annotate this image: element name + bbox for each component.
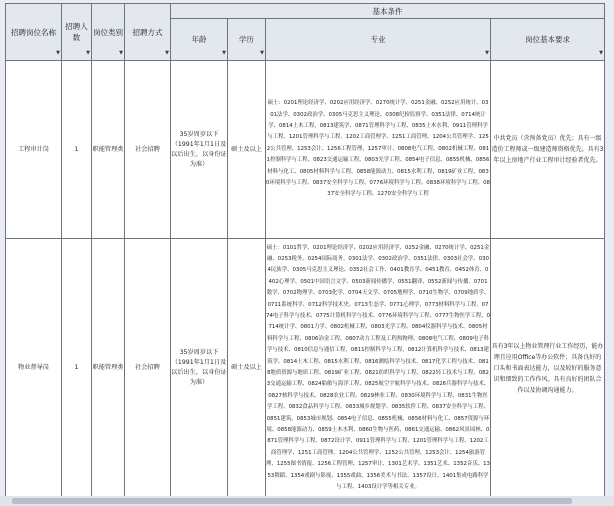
header-basic-conditions-label: 基本条件 bbox=[372, 6, 403, 16]
header-count[interactable] bbox=[62, 4, 92, 61]
header-major-label: 专业 bbox=[370, 35, 386, 44]
header-position-name-label: 招聘岗位名称 bbox=[11, 27, 56, 37]
filter-dropdown-icon[interactable]: ▼ bbox=[222, 50, 226, 56]
header-major[interactable] bbox=[266, 19, 491, 61]
recruitment-table bbox=[5, 3, 605, 498]
header-age-label: 年龄 bbox=[191, 35, 207, 44]
table-row bbox=[6, 61, 605, 239]
filter-dropdown-icon[interactable]: ▼ bbox=[165, 50, 169, 56]
cell-requirement[interactable]: 中共党员（含预备党员）优先；具有一级造价工程师或一级建造师资格优先。具有3年以上房地产行业工程审计经验者优先。 bbox=[491, 61, 605, 239]
filter-dropdown-icon[interactable]: ▼ bbox=[485, 50, 489, 56]
cell-category[interactable]: 职能管理类 bbox=[92, 239, 125, 498]
cell-count[interactable]: 1 bbox=[62, 239, 92, 498]
table-row bbox=[6, 239, 605, 498]
cell-education[interactable]: 硕士及以上 bbox=[228, 239, 266, 498]
horizontal-scrollbar[interactable] bbox=[0, 496, 614, 506]
cell-requirement[interactable]: 具有3年以上物业管理行业工作经历，能办理且应用Office等办公软件；具备良好的口头和书面表达能力，以及较好的服务意识和细致的工作作风。具有良好的团队合作以及协调沟通能力。 bbox=[491, 239, 605, 498]
header-basic-conditions bbox=[171, 4, 605, 19]
cell-major[interactable]: 硕士：0201理论经济学、0202应用经济学、0270统计学、0251金融、0252应用统计、0301法学、0302政治学、0305马克思主义理论、0308纪检监察学、0351法律、0714统计学、0814土木工程、0813建筑学、0871管理科学与工程、0835土木水利、0911管理科学与工程、1201管理科学与工程、1202工商管理学、1251工商管理、1204公共管理学、1252公共管理、1253会计、1256工程管理、1257审计、0808电气工程、0802机械工程、0811控制科学与工程、0823交通运输工程、0803光学工程、0854电子信息、0855机械、0856材料与化工、0805材料科学与工程、0858能源动力、0815水利工程、0819矿业工程、0830环境科学与工程、0837安全科学与工程、0776环境科学与工程、0838环境科学与工程、0837安全科学与工程、1270安全科学与工程 bbox=[266, 61, 491, 239]
header-position-name[interactable] bbox=[6, 4, 62, 61]
header-requirement[interactable] bbox=[491, 19, 605, 61]
cell-method[interactable]: 社会招聘 bbox=[125, 239, 171, 498]
header-category[interactable] bbox=[92, 4, 125, 61]
filter-dropdown-icon[interactable]: ▼ bbox=[599, 50, 603, 56]
cell-count[interactable]: 1 bbox=[62, 61, 92, 239]
cell-category[interactable]: 职能管理类 bbox=[92, 61, 125, 239]
header-count-label: 招聘人数 bbox=[65, 22, 88, 42]
filter-dropdown-icon[interactable]: ▼ bbox=[119, 50, 123, 56]
filter-dropdown-icon[interactable]: ▼ bbox=[260, 50, 264, 56]
header-age[interactable] bbox=[171, 19, 228, 61]
header-method[interactable] bbox=[125, 4, 171, 61]
cell-position-name[interactable]: 工程审计岗 bbox=[6, 61, 62, 239]
cell-major[interactable]: 硕士：0101哲学、0201理论经济学、0202应用经济学、0252金融、0270统计学、0251金融、0253税务、0254国际商务、0301法学、0302政治学、0351法律、0303社会学、0304民族学、0305马克思主义理论、0352社会工作、0401教育学、0451教育、0452体育、0402心理学、0501中国语言文学、0503新闻传播学、0551翻译、0552新闻与传播、0701数学、0702物理学、0703化学、0704天文学、0705地理学、0710生物学、0709地质学、0711系统科学、0712科学技术史、0713生态学、0771心理学、0773材料科学与工程、0774电子科学与技术、0775计算机科学与技术、0776环境科学与工程、0777生物医学工程、0714统计学、0801力学、0802机械工程、0803光学工程、0804仪器科学与技术、0805材料科学与工程、0806冶金工程、0807动力工程及工程热物理、0808电气工程、0809电子科学与技术、0810信息与通信工程、0811控制科学与工程、0812计算机科学与技术、0813建筑学、0814土木工程、0815水利工程、0816测绘科学与技术、0817化学工程与技术、0818地质资源与地质工程、0819矿业工程、0821纺织科学与工程、0822轻工技术与工程、0823交通运输工程、0824船舶与海洋工程、0825航空宇航科学与技术、0826兵器科学与技术、0827核科学与技术、0828农业工程、0829林业工程、0830环境科学与工程、0831生物医学工程、0832食品科学与工程、0833城乡规划学、0835软件工程、0837安全科学与工程、0851建筑、0853城市规划、0854电子信息、0855机械、0856材料与化工、0857资源与环境、0858能源动力、0859土木水利、0860生物与医药、0861交通运输、0862风景园林、0871管理科学与工程、0872设计学、0911管理科学与工程、1201管理科学与工程、1202工商管理学、1251工商管理、1204公共管理学、1252公共管理、1253会计、1254旅游管理、1255图书情报、1256工程管理、1257审计、1301艺术学、1351艺术、1352音乐、1353舞蹈、1354戏剧与影视、1355戏曲、1356美术与书法、1357设计、1401集成电路科学与工程、1403设计学等相关专业。 bbox=[266, 239, 491, 498]
cell-education[interactable]: 硕士及以上 bbox=[228, 61, 266, 239]
filter-dropdown-icon[interactable]: ▼ bbox=[56, 50, 60, 56]
header-method-label: 招聘方式 bbox=[132, 27, 163, 37]
cell-age[interactable]: 35岁周岁以下（1991年1月1日及以后出生，以身份证为准） bbox=[171, 61, 228, 239]
header-education[interactable] bbox=[228, 19, 266, 61]
cell-age[interactable]: 35岁周岁以下（1991年1月1日及以后出生，以身份证为准） bbox=[171, 239, 228, 498]
cell-method[interactable]: 社会招聘 bbox=[125, 61, 171, 239]
scrollbar-thumb[interactable] bbox=[12, 498, 572, 504]
header-education-label: 学历 bbox=[239, 35, 254, 44]
filter-dropdown-icon[interactable]: ▼ bbox=[86, 50, 90, 56]
cell-position-name[interactable]: 物业督导岗 bbox=[6, 239, 62, 498]
header-requirement-label: 岗位基本要求 bbox=[525, 35, 570, 44]
header-category-label: 岗位类别 bbox=[93, 27, 123, 37]
